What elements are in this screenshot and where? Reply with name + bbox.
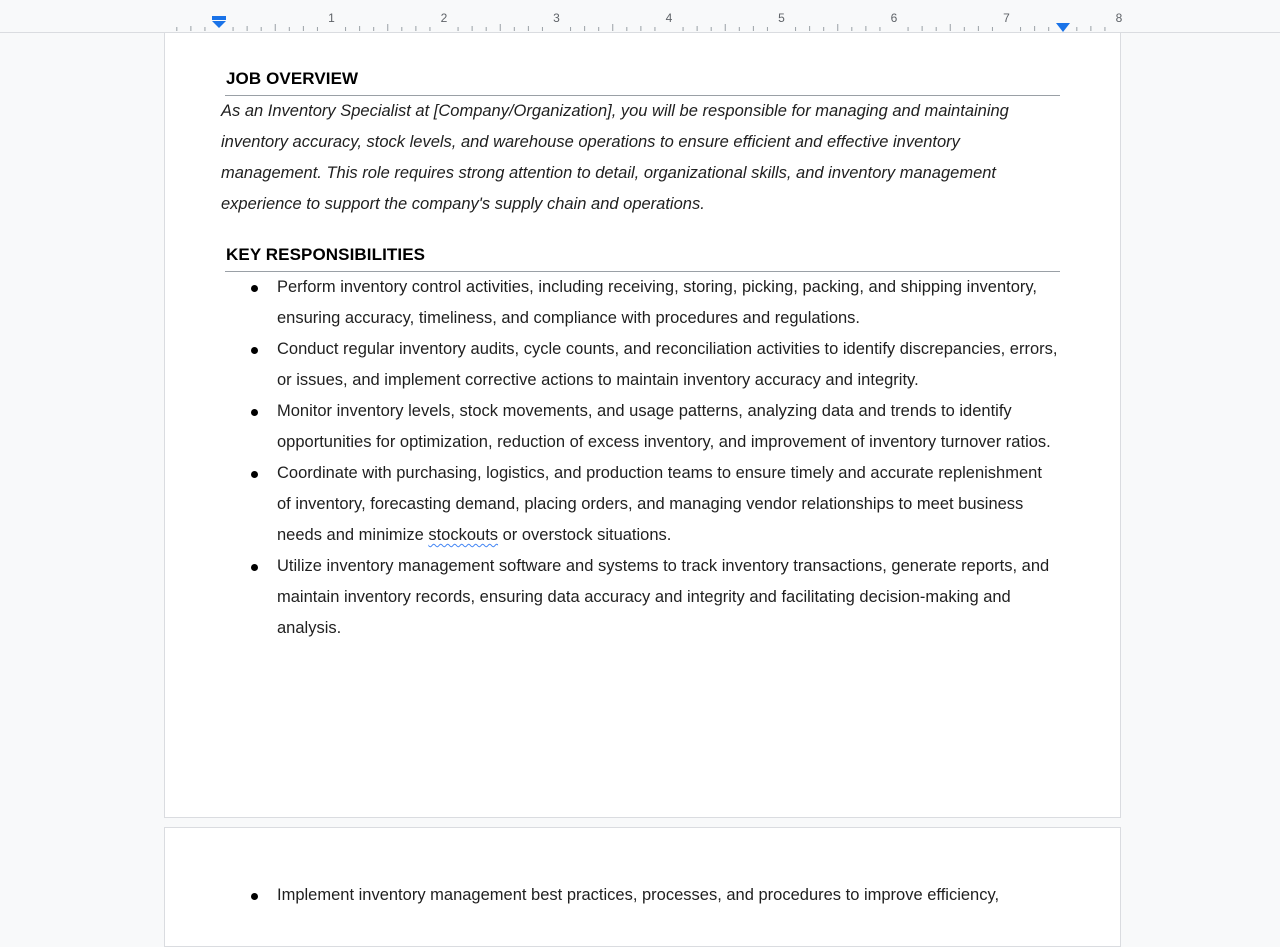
ruler-number: 3 <box>553 11 560 25</box>
ruler-number: 5 <box>778 11 785 25</box>
ruler-number: 8 <box>1115 11 1123 25</box>
list-item[interactable] <box>249 272 1059 334</box>
responsibilities-list <box>249 272 1059 644</box>
bullet-icon <box>251 347 258 354</box>
job-overview-paragraph[interactable]: As an Inventory Specialist at [Company/Organization], you will be responsible for managing and maintaining inventory accuracy, stock levels, and warehouse operations to ensure efficient and effective inventory management. This role requires strong attention to detail, organizational skills, and inventory management experience to support the company's supply chain and operations. <box>221 102 1009 213</box>
ruler-number: 4 <box>665 11 673 25</box>
ruler-ticks <box>164 0 1122 32</box>
ruler-number: 1 <box>328 11 335 25</box>
ruler-track[interactable] <box>164 0 1122 32</box>
list-item-text: Monitor inventory levels, stock movements, and usage patterns, analyzing data and trends to identify opportunities for optimization, reduction of excess inventory, and improvement of inventory turnover ratios. <box>277 402 1051 451</box>
bullet-icon <box>251 409 258 416</box>
list-item-text: Conduct regular inventory audits, cycle counts, and reconciliation activities to identify discrepancies, errors, or issues, and implement corrective actions to maintain inventory accuracy and integrity. <box>277 340 1058 389</box>
list-item-text-before: Coordinate with purchasing, logistics, and production teams to ensure timely and accurate replenishment of inventory, forecasting demand, placing orders, and managing vendor relationships to meet business needs and minimize <box>277 464 1042 544</box>
list-item[interactable] <box>249 880 1059 911</box>
responsibilities-list-continued <box>249 880 1059 911</box>
section-heading-job-overview: JOB OVERVIEW <box>226 69 359 88</box>
bullet-icon <box>251 471 258 478</box>
list-item[interactable] <box>249 551 1059 644</box>
bullet-icon <box>251 285 258 292</box>
ruler-number: 2 <box>440 11 448 25</box>
ruler-number: 6 <box>890 11 898 25</box>
list-item-text-after: or overstock situations. <box>498 526 672 544</box>
ruler-number: 7 <box>1003 11 1010 25</box>
list-item[interactable] <box>249 396 1059 458</box>
document-page-2[interactable] <box>164 827 1121 947</box>
left-indent-marker-icon[interactable] <box>212 15 226 33</box>
bullet-icon <box>251 564 258 571</box>
list-item[interactable] <box>249 334 1059 396</box>
list-item-text: Utilize inventory management software and systems to track inventory transactions, generate reports, and maintain inventory records, ensuring data accuracy and integrity and facilitating decision-making and analysis. <box>277 557 1050 637</box>
document-page-1[interactable] <box>164 33 1121 818</box>
list-item[interactable] <box>249 458 1059 551</box>
bullet-icon <box>251 893 258 900</box>
spellcheck-flagged-word[interactable]: stockouts <box>428 526 499 544</box>
section-heading-key-responsibilities: KEY RESPONSIBILITIES <box>226 245 426 264</box>
list-item-text <box>277 464 1042 544</box>
list-item-text: Implement inventory management best practices, processes, and procedures to improve efficiency, <box>277 886 1000 904</box>
horizontal-ruler[interactable] <box>0 0 1280 33</box>
list-item-text: Perform inventory control activities, including receiving, storing, picking, packing, and shipping inventory, ensuring accuracy, timeliness, and compliance with procedures and regulations. <box>277 278 1037 327</box>
